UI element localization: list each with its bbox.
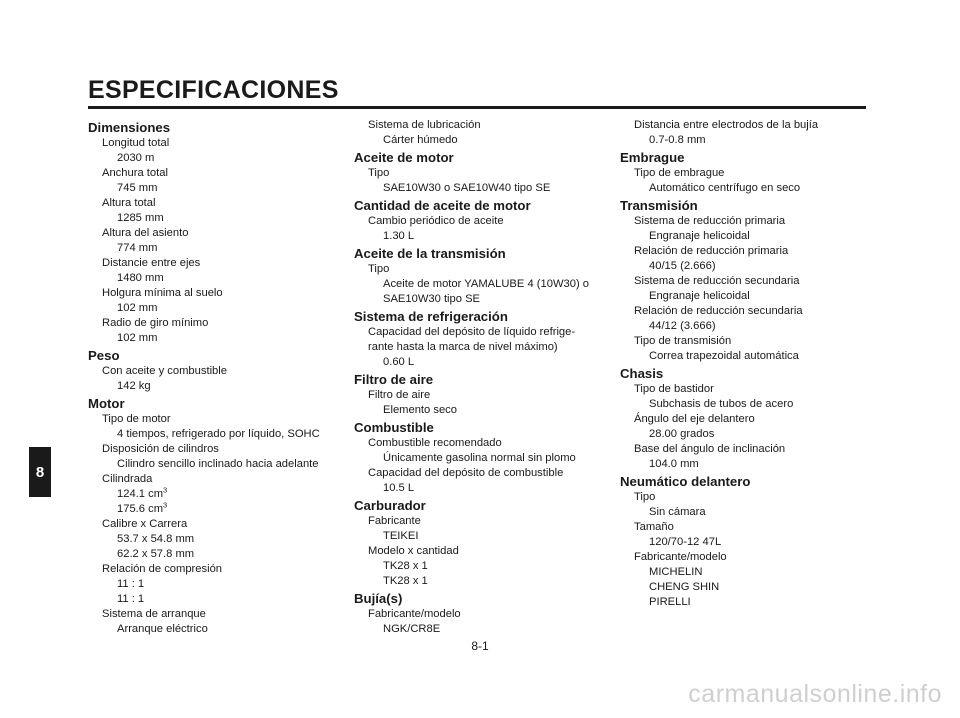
- page-number: 8-1: [471, 639, 489, 653]
- section-heading-refrigeracion: Sistema de refrigeración: [354, 309, 508, 324]
- spec-value-text: 124.1 cm: [117, 488, 164, 500]
- spec-value: Automático centrífugo en seco: [649, 182, 801, 194]
- superscript: 3: [163, 500, 168, 510]
- spec-label: Relación de reducción secundaria: [634, 305, 803, 317]
- spec-value: 774 mm: [117, 242, 158, 254]
- spec-label: Ángulo del eje delantero: [634, 413, 755, 425]
- spec-label: Tipo de bastidor: [634, 383, 714, 395]
- spec-label: Cambio periódico de aceite: [368, 215, 504, 227]
- spec-value: Sin cámara: [649, 506, 706, 518]
- spec-label: Con aceite y combustible: [102, 365, 227, 377]
- spec-value: Engranaje helicoidal: [649, 290, 750, 302]
- section-heading-bujias: Bujía(s): [354, 591, 403, 606]
- spec-value: 40/15 (2.666): [649, 260, 716, 272]
- spec-label: Tipo: [368, 263, 390, 275]
- spec-label: Sistema de reducción primaria: [634, 215, 786, 227]
- spec-label: Distancia entre electrodos de la bujía: [634, 119, 819, 131]
- spec-label: Relación de compresión: [102, 563, 223, 575]
- spec-value: 104.0 mm: [649, 458, 699, 470]
- spec-label: Tipo de transmisión: [634, 335, 732, 347]
- section-heading-transmision: Transmisión: [620, 198, 698, 213]
- spec-label: Altura del asiento: [102, 227, 189, 239]
- section-heading-cantidad-aceite: Cantidad de aceite de motor: [354, 198, 531, 213]
- spec-label: Distancie entre ejes: [102, 257, 201, 269]
- spec-label: Capacidad del depósito de líquido refrige-: [368, 326, 576, 338]
- spec-label: Modelo x cantidad: [368, 545, 459, 557]
- spec-label: Tipo de embrague: [634, 167, 725, 179]
- spec-label: Filtro de aire: [368, 389, 431, 401]
- section-heading-neumatico-delantero: Neumático delantero: [620, 474, 751, 489]
- spec-value: TK28 x 1: [383, 560, 428, 572]
- spec-value: 0.7-0.8 mm: [649, 134, 706, 146]
- spec-label: Fabricante/modelo: [634, 551, 727, 563]
- spec-value: 2030 m: [117, 152, 155, 164]
- spec-value: Arranque eléctrico: [117, 623, 208, 635]
- title-rule: [88, 106, 866, 109]
- spec-value: MICHELIN: [649, 566, 703, 578]
- spec-label: Capacidad del depósito de combustible: [368, 467, 564, 479]
- spec-label: Tipo: [368, 167, 390, 179]
- spec-value: Cárter húmedo: [383, 134, 458, 146]
- spec-value: [88, 502, 338, 517]
- spec-value: NGK/CR8E: [383, 623, 441, 635]
- spec-label: Sistema de reducción secundaria: [634, 275, 800, 287]
- spec-value: 53.7 x 54.8 mm: [117, 533, 195, 545]
- spec-value: 1480 mm: [117, 272, 164, 284]
- superscript: 3: [163, 485, 168, 495]
- chapter-tab: 8: [29, 447, 51, 497]
- section-heading-dimensiones: Dimensiones: [88, 120, 171, 135]
- spec-label: Holgura mínima al suelo: [102, 287, 223, 299]
- spec-value: Únicamente gasolina normal sin plomo: [383, 452, 576, 464]
- spec-label: Cilindrada: [102, 473, 153, 485]
- spec-value: 1.30 L: [383, 230, 415, 242]
- spec-label: Radio de giro mínimo: [102, 317, 209, 329]
- spec-label: Altura total: [102, 197, 156, 209]
- spec-label: Anchura total: [102, 167, 168, 179]
- spec-label: Tamaño: [634, 521, 674, 533]
- watermark: carmanualsonline.info: [688, 680, 942, 708]
- spec-column-1: [88, 118, 338, 637]
- spec-label: Calibre x Carrera: [102, 518, 188, 530]
- spec-value: 0.60 L: [383, 356, 415, 368]
- spec-value: TK28 x 1: [383, 575, 428, 587]
- spec-value: CHENG SHIN: [649, 581, 720, 593]
- spec-value-text: 175.6 cm: [117, 503, 164, 515]
- spec-label: Base del ángulo de inclinación: [634, 443, 786, 455]
- page-title: ESPECIFICACIONES: [88, 76, 339, 104]
- spec-value: 44/12 (3.666): [649, 320, 716, 332]
- section-heading-motor: Motor: [88, 396, 125, 411]
- spec-label: Tipo de motor: [102, 413, 171, 425]
- spec-value: 11 : 1: [117, 578, 145, 590]
- spec-value: 10.5 L: [383, 482, 415, 494]
- spec-value: Cilindro sencillo inclinado hacia adelante: [117, 458, 319, 470]
- spec-value: 62.2 x 57.8 mm: [117, 548, 195, 560]
- spec-value: 102 mm: [117, 302, 158, 314]
- spec-value: 11 : 1: [117, 593, 145, 605]
- section-heading-carburador: Carburador: [354, 498, 426, 513]
- spec-value: Elemento seco: [383, 404, 458, 416]
- section-heading-aceite-motor: Aceite de motor: [354, 150, 454, 165]
- spec-label: Relación de reducción primaria: [634, 245, 789, 257]
- spec-label: Fabricante: [368, 515, 421, 527]
- spec-label: Tipo: [634, 491, 656, 503]
- spec-value: Aceite de motor YAMALUBE 4 (10W30) o: [383, 278, 590, 290]
- spec-label: rante hasta la marca de nivel máximo): [368, 341, 558, 353]
- spec-label: Combustible recomendado: [368, 437, 502, 449]
- spec-value: Engranaje helicoidal: [649, 230, 750, 242]
- spec-value: SAE10W30 o SAE10W40 tipo SE: [383, 182, 551, 194]
- spec-value: PIRELLI: [649, 596, 691, 608]
- spec-label: Disposición de cilindros: [102, 443, 219, 455]
- section-heading-combustible: Combustible: [354, 420, 434, 435]
- spec-value: 745 mm: [117, 182, 158, 194]
- spec-label: Longitud total: [102, 137, 170, 149]
- section-heading-peso: Peso: [88, 348, 120, 363]
- spec-column-3: [620, 118, 870, 610]
- spec-value: 28.00 grados: [649, 428, 715, 440]
- spec-value: TEIKEI: [383, 530, 419, 542]
- section-heading-aceite-transmision: Aceite de la transmisión: [354, 246, 506, 261]
- spec-label: Sistema de lubricación: [368, 119, 481, 131]
- spec-value: SAE10W30 tipo SE: [383, 293, 481, 305]
- section-heading-chasis: Chasis: [620, 366, 664, 381]
- spec-value: 142 kg: [117, 380, 151, 392]
- section-heading-filtro-aire: Filtro de aire: [354, 372, 434, 387]
- spec-value: Correa trapezoidal automática: [649, 350, 799, 362]
- spec-value: 102 mm: [117, 332, 158, 344]
- spec-value: 4 tiempos, refrigerado por líquido, SOHC: [117, 428, 320, 440]
- spec-value: [88, 487, 338, 502]
- spec-label: Fabricante/modelo: [368, 608, 461, 620]
- spec-value: Subchasis de tubos de acero: [649, 398, 794, 410]
- section-heading-embrague: Embrague: [620, 150, 685, 165]
- spec-label: Sistema de arranque: [102, 608, 206, 620]
- spec-column-2: [354, 118, 604, 637]
- spec-value: 120/70-12 47L: [649, 536, 722, 548]
- spec-value: 1285 mm: [117, 212, 164, 224]
